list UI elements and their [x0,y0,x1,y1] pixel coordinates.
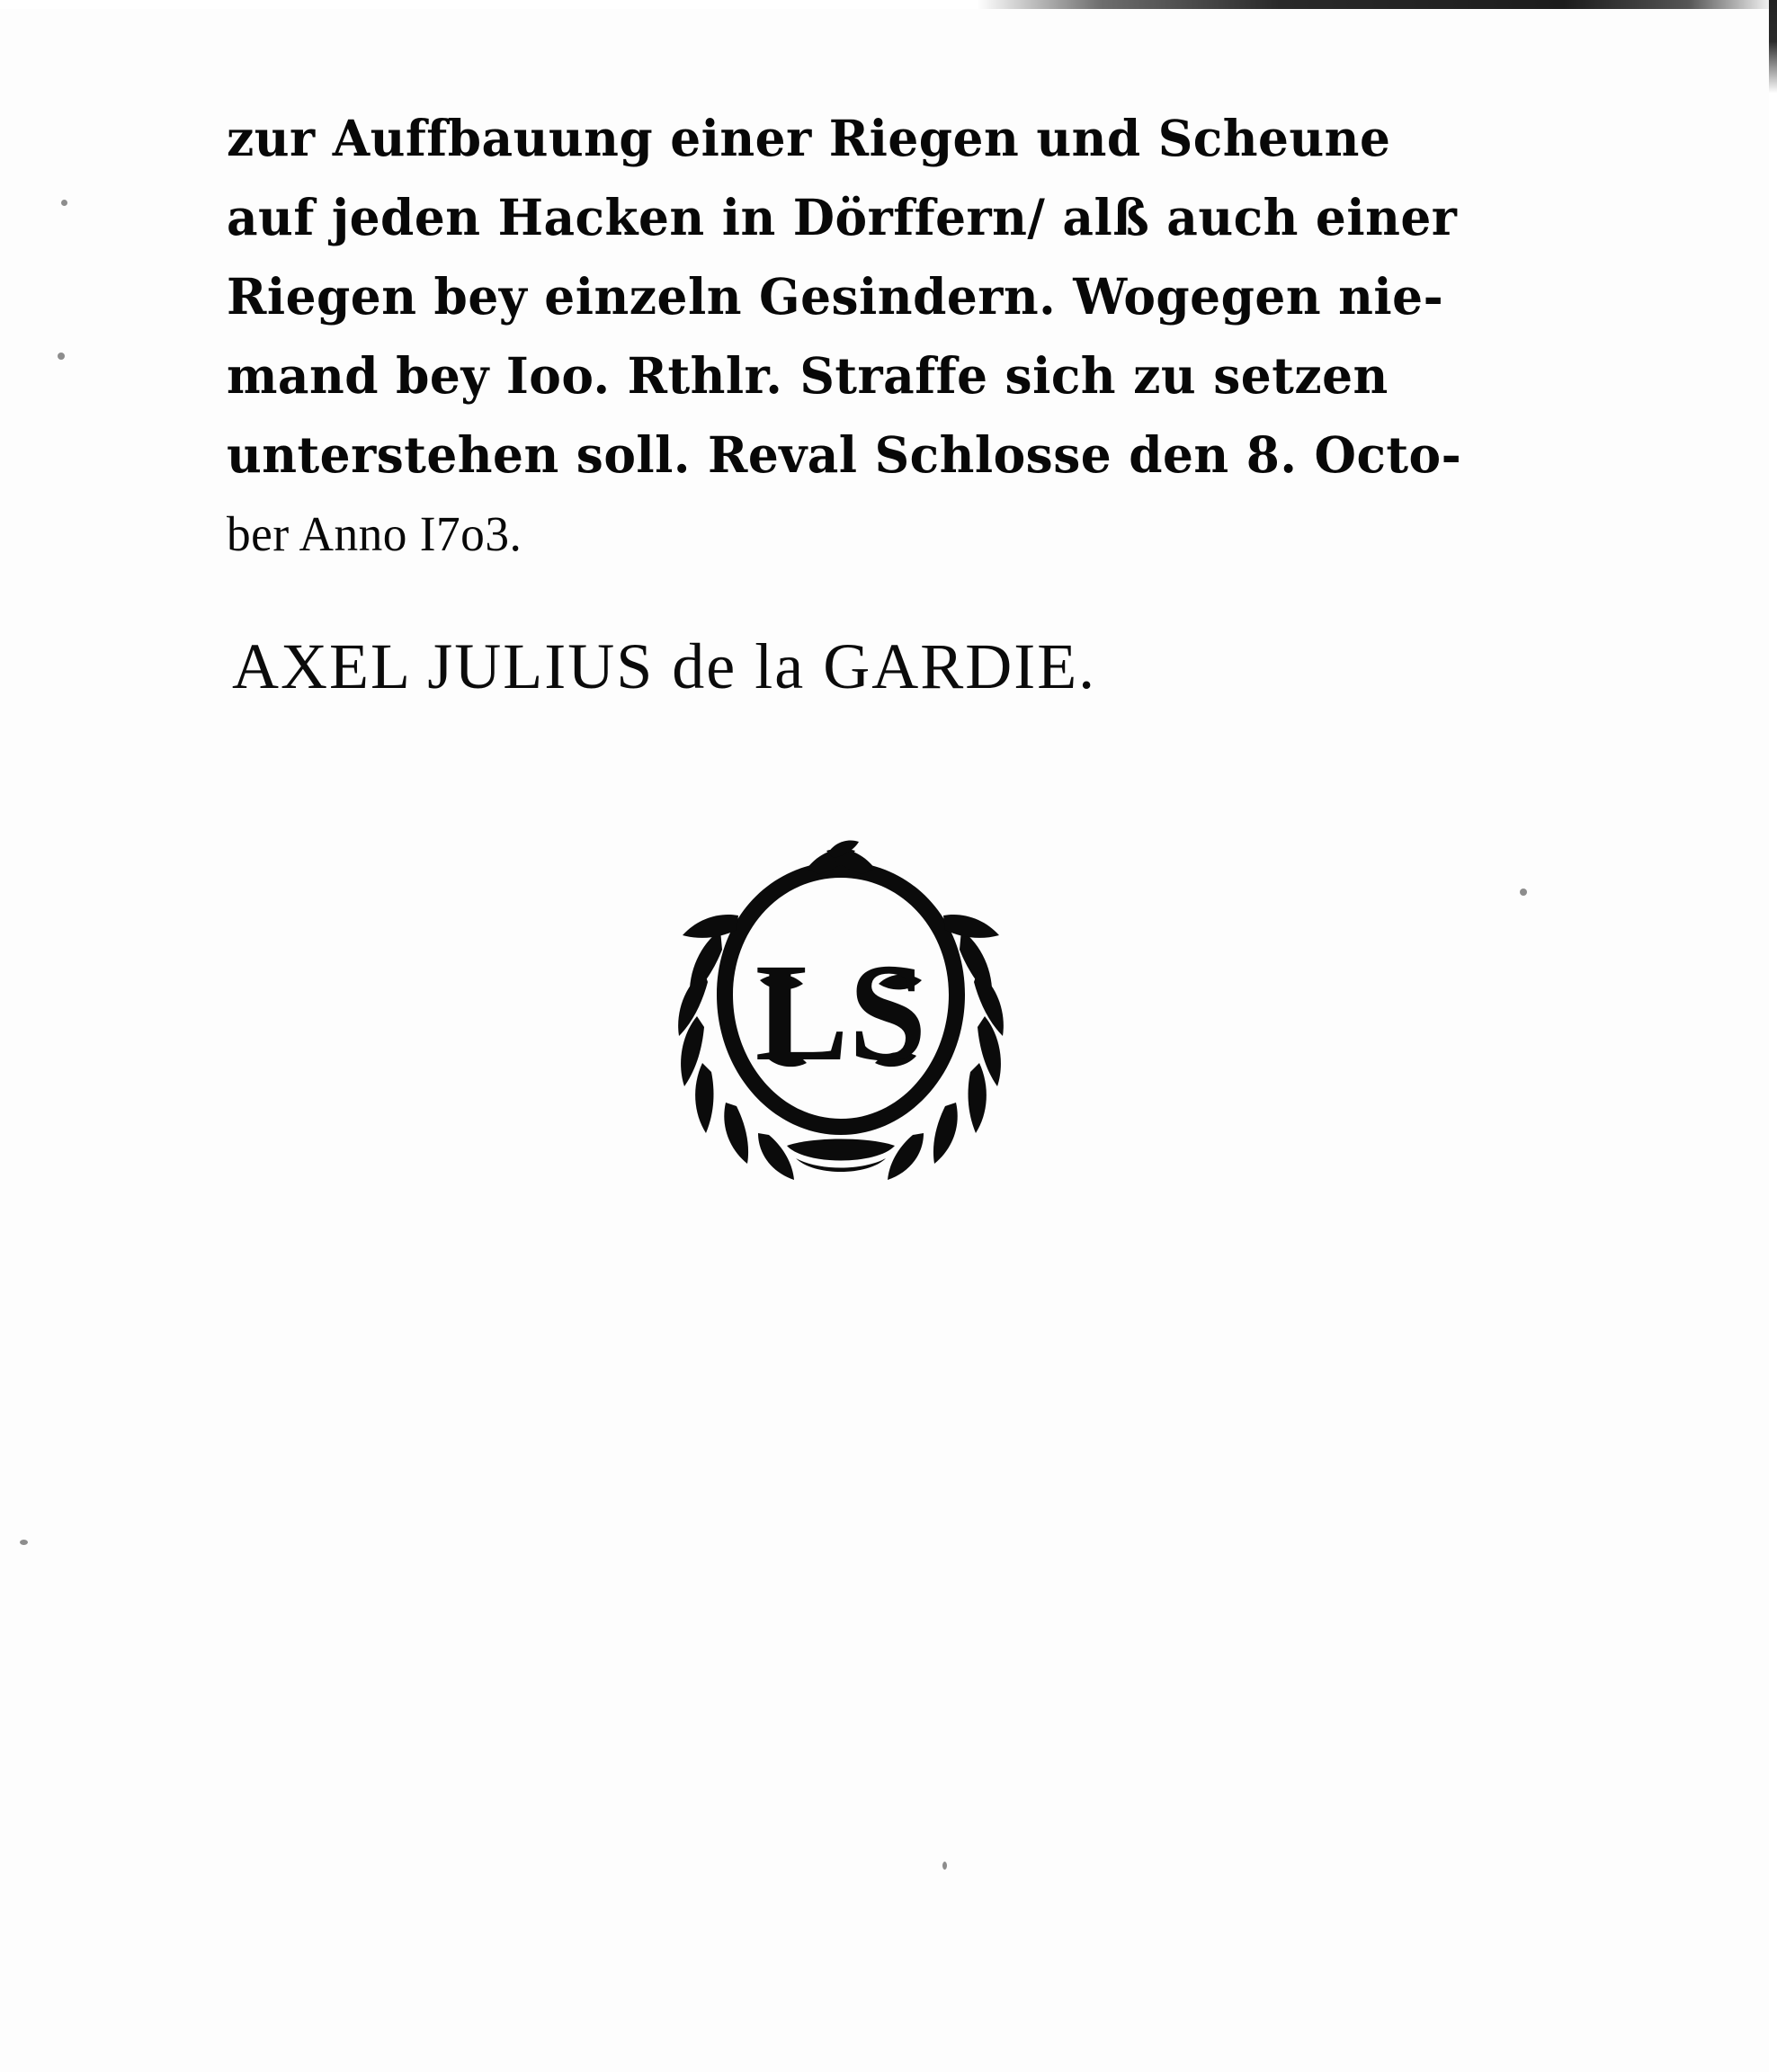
laurel-wreath-seal-icon [652,836,1030,1187]
body-line: auf jeden Hacken in Dörffern/ alß auch einer [227,188,1458,246]
body-line: zur Auffbauung einer Riegen und Scheune [227,109,1391,167]
emblem-monogram: LS [755,934,927,1090]
body-line: ber Anno I7o3. [227,506,522,561]
scan-speck [20,1540,28,1545]
signature-name: AXEL JULIUS de la GARDIE. [232,630,1097,702]
body-line: Riegen bey einzeln Gesindern. Wogegen nie- [227,267,1444,326]
scan-speck [1520,889,1527,896]
body-line: mand bey Ioo. Rthlr. Straffe sich zu setzen [227,346,1389,405]
scan-speck [58,353,65,360]
scan-speck [61,200,67,206]
scan-speck [942,1862,947,1870]
body-line: unterstehen soll. Reval Schlosse den 8. Octo- [227,425,1462,484]
body-text-block [227,99,1504,574]
